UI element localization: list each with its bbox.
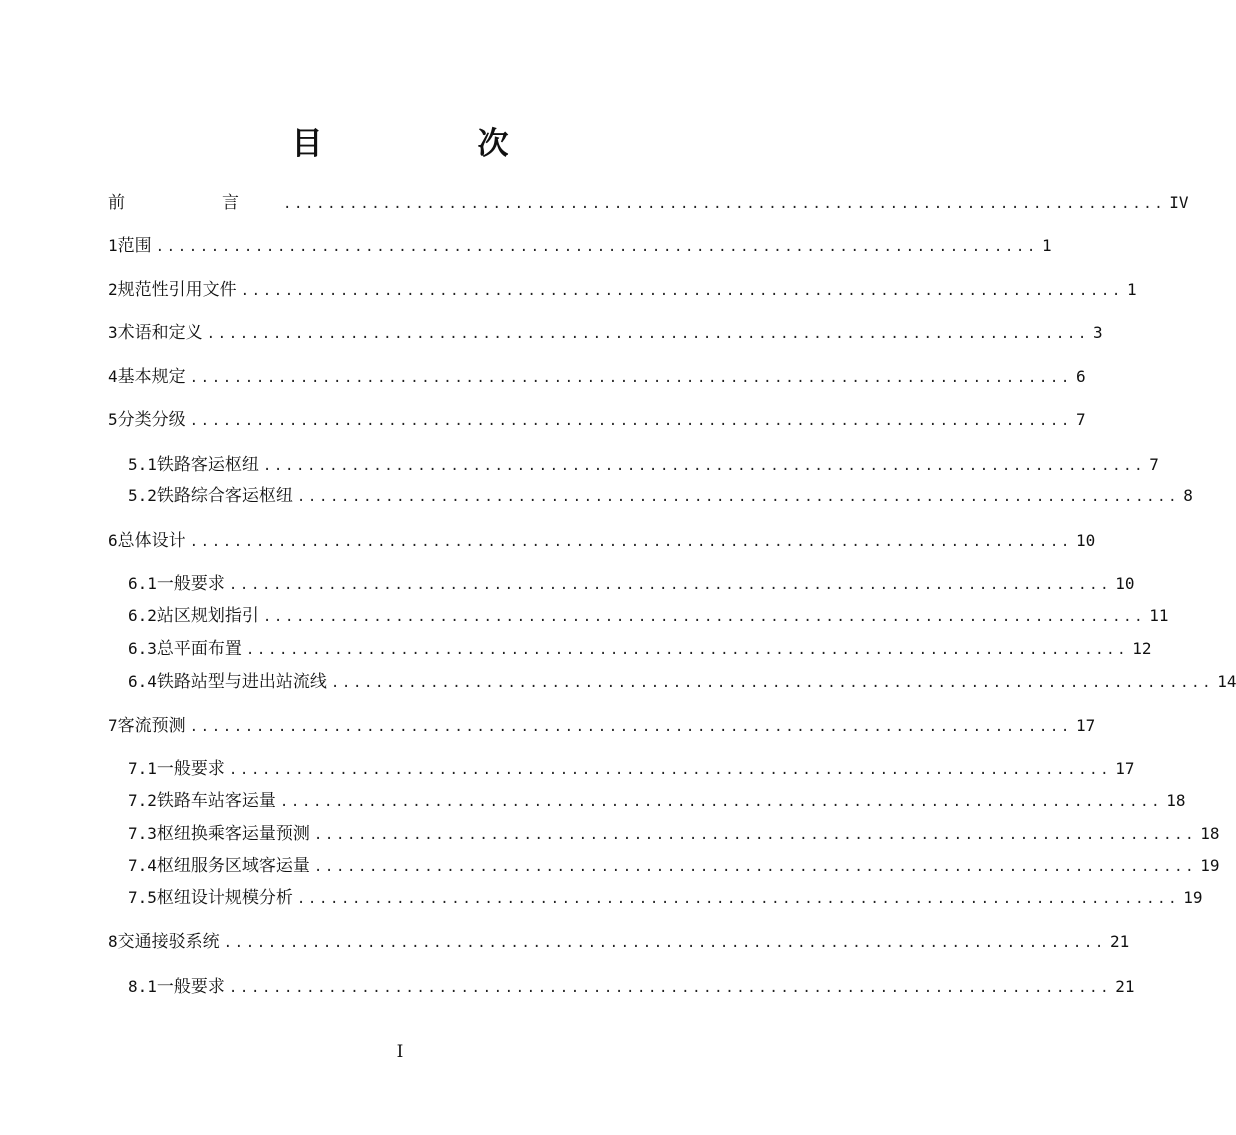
toc-entry-page: 21 — [1115, 977, 1135, 996]
toc-entry-number: 8 — [108, 932, 118, 951]
toc-leader-dots: ................................................................................ — [189, 370, 1072, 386]
toc-entry[interactable] — [108, 278, 1137, 302]
toc-entry[interactable] — [128, 886, 1203, 910]
toc-entry-number: 6.1 — [128, 574, 157, 593]
toc-entry-title: 站区规划指引 — [156, 606, 259, 626]
toc-entry-page: 7 — [1075, 410, 1086, 429]
toc-entry-page: 11 — [1149, 606, 1169, 625]
toc-leader-dots: ................................................................................ — [189, 413, 1072, 429]
toc-entry-number: 7 — [108, 716, 118, 735]
toc-entry[interactable] — [108, 714, 1096, 738]
toc-leader-dots: ................................................................................ — [189, 534, 1072, 550]
toc-entry[interactable] — [108, 234, 1052, 258]
toc-entry-page: 7 — [1149, 455, 1159, 474]
toc-entry-number: 6.3 — [128, 639, 157, 658]
toc-entry-page: 17 — [1075, 716, 1096, 735]
toc-entry-title: 铁路站型与进出站流线 — [156, 672, 327, 692]
toc-entry[interactable] — [108, 191, 1189, 215]
toc-entry[interactable] — [128, 670, 1236, 694]
toc-entry-number: 1 — [108, 236, 118, 255]
toc-entry-number: 8.1 — [128, 977, 157, 996]
toc-entry-number: 4 — [108, 367, 118, 386]
toc-entry-title: 枢纽设计规模分析 — [156, 888, 293, 908]
toc-entry[interactable] — [108, 321, 1103, 345]
toc-entry-title: 枢纽服务区域客运量 — [156, 856, 310, 876]
toc-entry-title: 铁路车站客运量 — [156, 791, 276, 811]
toc-leader-dots: ................................................................................ — [240, 283, 1123, 299]
toc-leader-dots: ................................................................................ — [206, 326, 1089, 342]
toc-leader-dots: ................................................................................ — [189, 719, 1072, 735]
toc-entry-page: 14 — [1217, 672, 1236, 691]
toc-leader-dots: ................................................................................ — [279, 794, 1163, 810]
toc-leader-dots: ................................................................................ — [228, 980, 1112, 996]
toc-entry-page: 8 — [1183, 486, 1193, 505]
toc-leader-dots: ................................................................................ — [283, 196, 1166, 212]
toc-entry-title: 一般要求 — [156, 574, 225, 594]
toc-entry-page: 6 — [1075, 367, 1086, 386]
toc-entry[interactable] — [128, 572, 1135, 596]
toc-entry-title: 基本规定 — [117, 367, 186, 387]
toc-leader-dots: ................................................................................ — [223, 935, 1106, 951]
toc-entry-title: 总平面布置 — [156, 639, 242, 659]
toc-leader-dots: ................................................................................ — [296, 891, 1180, 907]
toc-leader-dots: ................................................................................ — [228, 577, 1112, 593]
toc-leader-dots: ................................................................................ — [155, 239, 1038, 255]
toc-entry-number: 7.2 — [128, 791, 157, 810]
toc-entry-page: 17 — [1115, 759, 1135, 778]
toc-entry[interactable] — [108, 529, 1096, 553]
toc-entry[interactable] — [128, 854, 1220, 878]
toc-entry[interactable] — [108, 930, 1130, 954]
toc-entry-number: 7.3 — [128, 824, 157, 843]
toc-entry[interactable] — [108, 365, 1086, 389]
toc-leader-dots: ................................................................................ — [313, 859, 1197, 875]
toc-entry-page: 1 — [1126, 280, 1137, 299]
toc-entry-title: 客流预测 — [117, 716, 186, 736]
toc-entry-page: 18 — [1200, 824, 1220, 843]
toc-entry-title: 铁路客运枢纽 — [156, 455, 259, 475]
toc-entry-title: 术语和定义 — [117, 323, 203, 343]
toc-entry-number: 7.1 — [128, 759, 157, 778]
toc-entry-number: 3 — [108, 323, 118, 342]
toc-entry-number: 2 — [108, 280, 118, 299]
toc-entry[interactable] — [128, 975, 1135, 999]
toc-entry-title: 前 言 — [108, 193, 279, 213]
toc-entry-page: 12 — [1132, 639, 1152, 658]
toc-entry[interactable] — [128, 604, 1169, 628]
toc-entry-page: 10 — [1075, 531, 1096, 550]
toc-leader-dots: ................................................................................ — [330, 675, 1214, 691]
toc-entry-page: 10 — [1115, 574, 1135, 593]
toc-entry-number: 5 — [108, 410, 118, 429]
toc-entry-title: 范围 — [117, 236, 152, 256]
toc-entry-title: 分类分级 — [117, 410, 186, 430]
toc-entry-title: 铁路综合客运枢纽 — [156, 486, 293, 506]
toc-entry[interactable] — [128, 757, 1135, 781]
toc-entry[interactable] — [128, 453, 1159, 477]
toc-entry-page: 1 — [1041, 236, 1052, 255]
toc-entry-page: IV — [1169, 193, 1189, 212]
toc-entry-page: 19 — [1200, 856, 1220, 875]
toc-entry-page: 3 — [1092, 323, 1103, 342]
toc-leader-dots: ................................................................................ — [296, 489, 1180, 505]
toc-entry-title: 交通接驳系统 — [117, 932, 220, 952]
toc-entry-title: 枢纽换乘客运量预测 — [156, 824, 310, 844]
toc-entry-number: 6.4 — [128, 672, 157, 691]
page-title: 目 次 — [291, 126, 571, 162]
toc-entry-number: 7.4 — [128, 856, 157, 875]
toc-entry-title: 一般要求 — [156, 759, 225, 779]
toc-entry-number: 5.1 — [128, 455, 157, 474]
toc-leader-dots: ................................................................................ — [228, 762, 1112, 778]
footer-page-number: I — [396, 1042, 404, 1062]
toc-entry-title: 规范性引用文件 — [117, 280, 237, 300]
toc-entry-title: 总体设计 — [117, 531, 186, 551]
toc-entry-number: 5.2 — [128, 486, 157, 505]
toc-entry[interactable] — [108, 408, 1086, 432]
toc-leader-dots: ................................................................................ — [245, 642, 1129, 658]
toc-entry[interactable] — [128, 789, 1186, 813]
toc-entry-title: 一般要求 — [156, 977, 225, 997]
toc-leader-dots: ................................................................................ — [262, 458, 1146, 474]
toc-leader-dots: ................................................................................ — [313, 827, 1197, 843]
toc-entry-number: 6 — [108, 531, 118, 550]
toc-entry[interactable] — [128, 822, 1220, 846]
toc-entry-number: 7.5 — [128, 888, 157, 907]
toc-leader-dots: ................................................................................ — [262, 609, 1146, 625]
toc-entry-number: 6.2 — [128, 606, 157, 625]
toc-entry-page: 21 — [1109, 932, 1130, 951]
toc-entry[interactable] — [128, 637, 1152, 661]
toc-entry-page: 19 — [1183, 888, 1203, 907]
toc-entry[interactable] — [128, 484, 1193, 508]
toc-entry-page: 18 — [1166, 791, 1186, 810]
